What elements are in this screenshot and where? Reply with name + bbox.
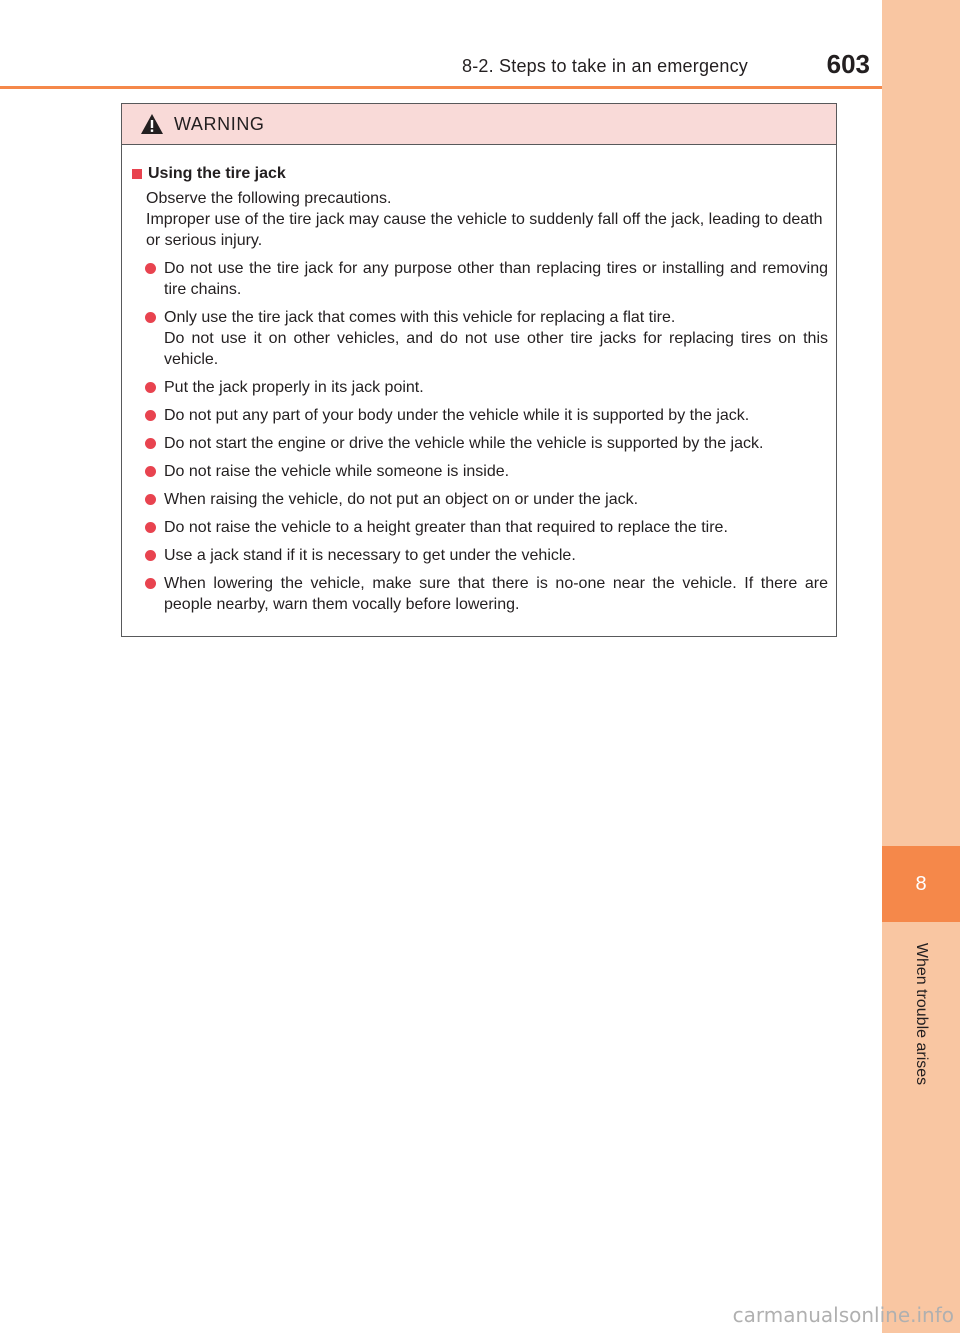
list-item xyxy=(132,258,828,300)
watermark: carmanualsonline.info xyxy=(732,1303,954,1327)
circle-bullet-icon xyxy=(145,410,156,421)
header-rule xyxy=(0,86,882,89)
circle-bullet-icon xyxy=(145,578,156,589)
warning-list xyxy=(132,258,828,615)
chapter-side-tab xyxy=(882,0,960,1333)
list-item-text: Use a jack stand if it is necessary to get under the vehicle. xyxy=(164,547,576,564)
chapter-number-badge xyxy=(882,846,960,922)
section-title: 8-2. Steps to take in an emergency xyxy=(462,56,748,76)
circle-bullet-icon xyxy=(145,466,156,477)
circle-bullet-icon xyxy=(145,438,156,449)
list-item xyxy=(132,405,828,426)
warning-triangle-icon xyxy=(140,113,164,135)
list-item-text: Put the jack properly in its jack point. xyxy=(164,379,424,396)
list-item xyxy=(132,517,828,538)
warning-label: WARNING xyxy=(174,113,265,134)
warning-heading-text: Using the tire jack xyxy=(148,165,286,182)
warning-subheading xyxy=(132,163,828,184)
list-item xyxy=(132,573,828,615)
list-item-text: Only use the tire jack that comes with this vehicle for replacing a flat tire. xyxy=(164,309,676,326)
list-item xyxy=(132,461,828,482)
circle-bullet-icon xyxy=(145,312,156,323)
circle-bullet-icon xyxy=(145,522,156,533)
circle-bullet-icon xyxy=(145,494,156,505)
chapter-number: 8 xyxy=(915,872,927,895)
list-item-text: Do not raise the vehicle to a height greater than that required to replace the tire. xyxy=(164,519,728,536)
list-item-text: Do not use it on other vehicles, and do not use other tire jacks for replacing tires on this vehicle. xyxy=(164,330,828,368)
chapter-title: When trouble arises xyxy=(913,942,930,1086)
warning-intro xyxy=(132,188,828,251)
circle-bullet-icon xyxy=(145,550,156,561)
intro-line: Improper use of the tire jack may cause the vehicle to suddenly fall off the jack, leading to death or serious injury. xyxy=(146,211,823,249)
page-number: 603 xyxy=(826,49,870,79)
list-item xyxy=(132,433,828,454)
warning-header xyxy=(122,104,836,145)
list-item xyxy=(132,307,828,370)
list-item-text: When lowering the vehicle, make sure that there is no-one near the vehicle. If there are people nearby, warn them vocally before lowering. xyxy=(164,575,828,613)
list-item-text: Do not use the tire jack for any purpose other than replacing tires or installing and removing tire chains. xyxy=(164,260,828,298)
list-item-text: When raising the vehicle, do not put an object on or under the jack. xyxy=(164,491,639,508)
circle-bullet-icon xyxy=(145,263,156,274)
list-item-text: Do not put any part of your body under the vehicle while it is supported by the jack. xyxy=(164,407,750,424)
list-item-text: Do not raise the vehicle while someone is inside. xyxy=(164,463,510,480)
intro-line: Observe the following precautions. xyxy=(146,190,392,207)
list-item xyxy=(132,377,828,398)
list-item xyxy=(132,489,828,510)
circle-bullet-icon xyxy=(145,382,156,393)
warning-body xyxy=(122,145,836,615)
list-item-text: Do not start the engine or drive the vehicle while the vehicle is supported by the jack. xyxy=(164,435,764,452)
warning-box xyxy=(121,103,837,637)
list-item xyxy=(132,545,828,566)
square-bullet-icon xyxy=(132,169,142,179)
